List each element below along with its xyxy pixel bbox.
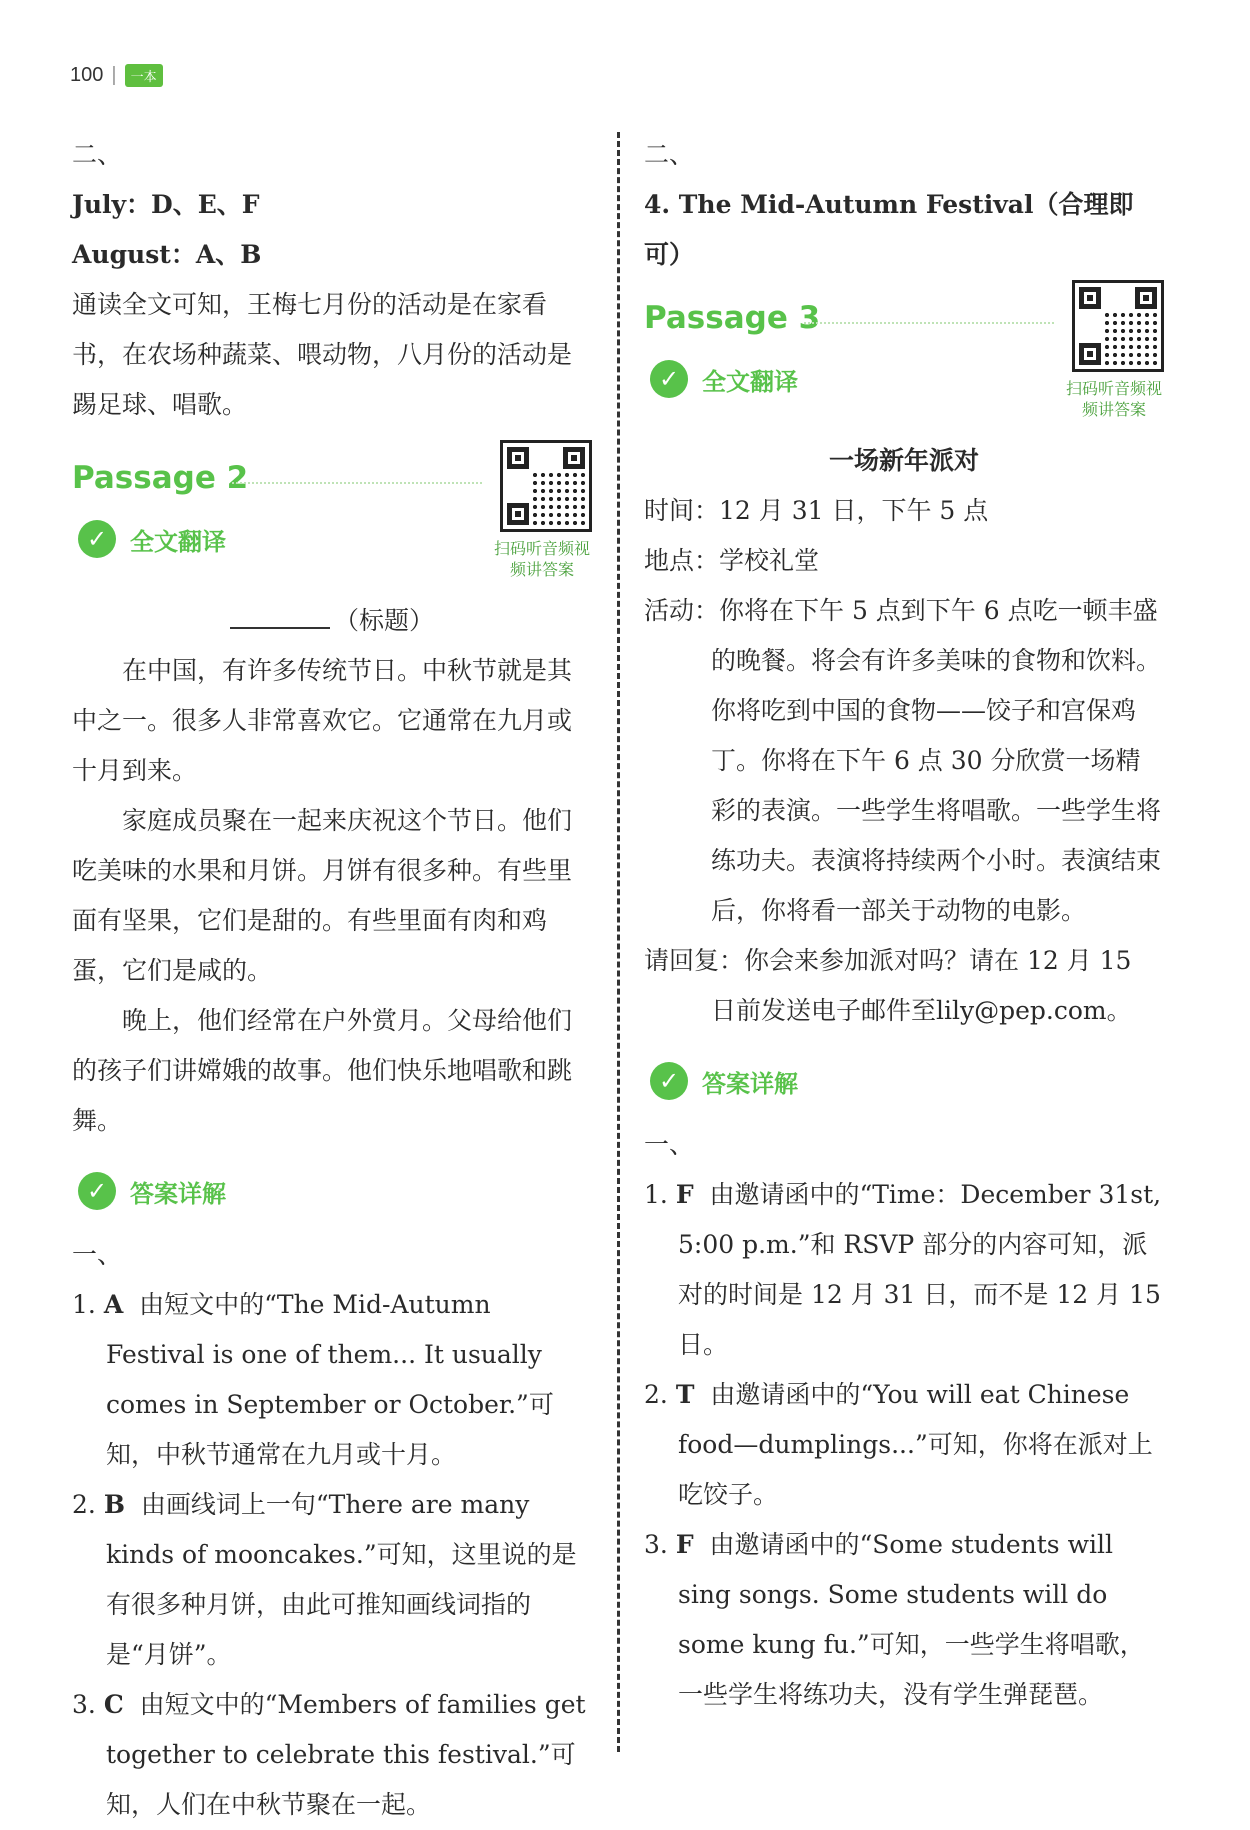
august-answer: August：A、B	[72, 240, 262, 269]
passage-title: Passage 2	[72, 460, 249, 496]
translation-paragraph-1: 在中国，有许多传统节日。中秋节就是其中之一。很多人非常喜欢它。它通常在九月或十月到来。	[72, 656, 573, 785]
answer-label: 答案详解	[130, 1179, 226, 1208]
title-line	[72, 596, 592, 646]
section-marker: 一、	[72, 1240, 123, 1269]
passage-2-header	[72, 440, 592, 590]
dotted-rule	[232, 482, 482, 484]
answer-item: 3. C 由短文中的“Members of families get together to celebrate this festival.”可知，人们在中秋节聚在一起。	[72, 1690, 586, 1819]
right-column	[644, 130, 1164, 1720]
answer-heading	[650, 1062, 1164, 1100]
answer-item: 2. B 由画线词上一句“There are many kinds of mooncakes.”可知，这里说的是有很多种月饼，由此可推知画线词指的是“月饼”。	[72, 1490, 577, 1669]
check-icon: ✓	[650, 360, 688, 398]
answer-label: 答案详解	[702, 1069, 798, 1098]
brand-logo: 一本	[125, 64, 163, 87]
title-blank	[230, 603, 330, 629]
header-separator: |	[111, 64, 117, 86]
translation-heading	[650, 360, 798, 398]
title-label: （标题）	[333, 606, 434, 635]
check-icon: ✓	[78, 520, 116, 558]
invitation-title: 一场新年派对	[828, 446, 979, 475]
check-icon: ✓	[650, 1062, 688, 1100]
answer-item: 1. A 由短文中的“The Mid-Autumn Festival is one of them... It usually comes in September or October.”可知，中秋节通常在九月或十月。	[72, 1290, 554, 1469]
page-number: 100	[70, 64, 104, 86]
passage-title: Passage 3	[644, 300, 821, 336]
invitation-place: 地点：学校礼堂	[644, 546, 820, 575]
invitation-activity: 活动：你将在下午 5 点到下午 6 点吃一顿丰盛的晚餐。将会有许多美味的食物和饮料。你将吃到中国的食物——饺子和宫保鸡丁。你将在下午 6 点 30 分欣赏一场精彩的表演。一些学生将唱歌。一些学生将练功夫。表演将持续两个小时。表演结束后，你将看一部关于动物的电影。	[644, 596, 1162, 925]
qr-caption: 扫码听音频视频讲答案	[493, 539, 590, 579]
passage-3-header	[644, 280, 1164, 430]
qr-caption: 扫码听音频视频讲答案	[1065, 379, 1162, 419]
translation-label: 全文翻译	[702, 367, 798, 396]
check-icon: ✓	[78, 1172, 116, 1210]
left-column	[72, 130, 592, 1830]
column-divider	[617, 132, 620, 1752]
qr-code[interactable]	[500, 440, 592, 532]
answer-item: 1. F 由邀请函中的“Time：December 31st, 5:00 p.m.”和 RSVP 部分的内容可知，派对的时间是 12 月 31 日，而不是 12 月 15 日。	[644, 1180, 1162, 1359]
dotted-rule	[804, 322, 1054, 324]
answer-heading	[78, 1172, 592, 1210]
answer-item: 3. F 由邀请函中的“Some students will sing songs. Some students will do some kung fu.”可知，一些学生将唱歌，一些学生将练功夫，没有学生弹琵琶。	[644, 1530, 1145, 1709]
translation-paragraph-3: 晚上，他们经常在户外赏月。父母给他们的孩子们讲嫦娥的故事。他们快乐地唱歌和跳舞。	[72, 1006, 573, 1135]
section-marker: 二、	[644, 140, 695, 169]
invitation-time: 时间：12 月 31 日，下午 5 点	[644, 496, 989, 525]
section-marker: 一、	[644, 1130, 695, 1159]
qr-code[interactable]	[1072, 280, 1164, 372]
translation-heading	[78, 520, 226, 558]
translation-paragraph-2: 家庭成员聚在一起来庆祝这个节日。他们吃美味的水果和月饼。月饼有很多种。有些里面有坚果，它们是甜的。有些里面有肉和鸡蛋，它们是咸的。	[72, 806, 573, 985]
explanation: 通读全文可知，王梅七月份的活动是在家看书，在农场种蔬菜、喂动物，八月份的活动是踢足球、唱歌。	[72, 290, 573, 419]
july-answer: July：D、E、F	[72, 190, 260, 219]
page-header	[70, 64, 163, 87]
invitation-rsvp: 请回复：你会来参加派对吗？请在 12 月 15 日前发送电子邮件至lily@pep.com。	[644, 946, 1132, 1025]
section-marker: 二、	[72, 140, 123, 169]
question-4-answer: 4. The Mid-Autumn Festival（合理即可）	[644, 190, 1134, 269]
translation-label: 全文翻译	[130, 527, 226, 556]
answer-item: 2. T 由邀请函中的“You will eat Chinese food—dumplings...”可知，你将在派对上吃饺子。	[644, 1380, 1153, 1509]
